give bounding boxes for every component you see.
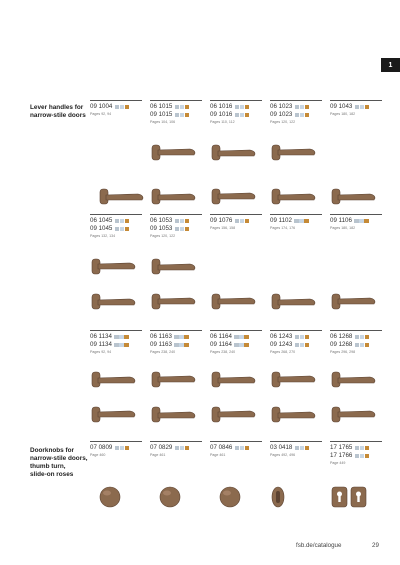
finish-swatch-lightblue — [300, 105, 304, 109]
catalogue-url: fsb.de/catalogue — [296, 542, 342, 549]
product-code: 09 1015 — [150, 111, 173, 119]
section-title-line: thumb turn, — [30, 463, 66, 470]
lever-handle-image — [330, 404, 378, 426]
page-reference: Pages 132, 134 — [90, 234, 116, 239]
finish-swatch-lightblue — [120, 219, 124, 223]
finish-swatch-silver — [295, 113, 299, 117]
finish-swatch-lightblue — [119, 335, 123, 339]
finish-swatch-silver — [234, 343, 238, 347]
finish-swatch-gold — [185, 105, 189, 109]
product-image — [90, 404, 138, 431]
lever-handle-image — [210, 186, 258, 208]
page-reference: Page 461 — [150, 453, 166, 458]
product-code: 07 0809 — [90, 444, 113, 451]
product-image — [98, 186, 146, 213]
lever-handle-image — [150, 404, 198, 426]
product-code: 06 1134 — [90, 333, 112, 340]
finish-swatch-gold — [125, 446, 129, 450]
product-code: 09 1106 — [330, 217, 352, 224]
finish-swatch-gold — [305, 446, 309, 450]
product-image — [270, 369, 318, 396]
finish-swatch-silver — [175, 219, 179, 223]
product-image — [330, 369, 378, 396]
finish-swatch-lightblue — [179, 335, 183, 339]
finish-swatch-gold — [245, 219, 249, 223]
product-image — [150, 142, 198, 169]
finish-swatch-gold — [305, 113, 309, 117]
finish-swatch-gold — [124, 343, 128, 347]
lever-handle-image — [90, 291, 138, 313]
product-entry — [150, 441, 202, 458]
lever-handle-image — [150, 186, 198, 208]
product-entry — [150, 330, 202, 355]
product-code-line — [330, 452, 382, 460]
finish-swatch-silver — [355, 335, 359, 339]
product-image — [150, 404, 198, 431]
finish-swatch-gold — [185, 227, 189, 231]
finish-swatch-gold — [365, 105, 369, 109]
product-code-line — [330, 103, 382, 111]
finish-swatch-gold — [364, 219, 368, 223]
product-code: 09 1053 — [150, 225, 173, 233]
finish-swatch-lightblue — [300, 446, 304, 450]
product-entry — [270, 100, 322, 125]
divider — [90, 441, 142, 442]
product-image — [210, 404, 258, 431]
product-code-line — [210, 444, 262, 452]
page-reference: Pages 238, 240 — [210, 350, 236, 355]
lever-handle-image — [90, 369, 138, 391]
divider — [330, 100, 382, 101]
product-code: 06 1243 — [270, 333, 293, 340]
page-reference: Pages 92, 94 — [90, 350, 112, 355]
product-code-line — [270, 111, 322, 119]
product-code: 09 1045 — [90, 225, 113, 233]
lever-handle-image — [330, 369, 378, 391]
finish-swatch-gold — [184, 343, 188, 347]
product-code-line — [90, 217, 142, 225]
finish-swatch-silver — [295, 335, 299, 339]
product-image — [150, 186, 198, 213]
product-image — [210, 369, 258, 396]
product-code: 06 1268 — [330, 333, 353, 340]
product-code-line — [90, 341, 142, 349]
product-code: 09 1043 — [330, 103, 353, 110]
finish-swatch-lightblue — [120, 105, 124, 109]
divider — [150, 330, 202, 331]
finish-swatch-lightblue — [360, 343, 364, 347]
product-code: 07 0829 — [150, 444, 173, 451]
product-code-line — [270, 444, 322, 452]
finish-swatch-silver — [235, 105, 239, 109]
product-entry — [330, 441, 382, 466]
finish-swatch-lightblue — [299, 219, 303, 223]
finish-swatch-gold — [244, 335, 248, 339]
finish-swatch-gold — [305, 335, 309, 339]
thumb-turn-image — [270, 485, 286, 509]
lever-handle-image — [210, 291, 258, 313]
page-reference: Pages 110, 112 — [210, 120, 235, 125]
product-image — [210, 186, 258, 213]
product-code: 06 1016 — [210, 103, 233, 110]
finish-swatch-lightblue — [300, 113, 304, 117]
finish-swatch-gold — [244, 343, 248, 347]
product-entry — [210, 214, 262, 231]
finish-swatch-lightblue — [239, 335, 243, 339]
finish-swatch-silver — [115, 446, 119, 450]
finish-swatch-silver — [235, 113, 239, 117]
page-reference: Pages 120, 122 — [150, 234, 176, 239]
finish-swatch-silver — [234, 335, 238, 339]
finish-swatch-lightblue — [240, 105, 244, 109]
divider — [210, 214, 262, 215]
lever-handle-image — [90, 256, 138, 278]
product-code-line — [90, 103, 142, 111]
product-code-line — [150, 217, 202, 225]
finish-swatch-gold — [245, 446, 249, 450]
product-code: 09 1268 — [330, 341, 353, 349]
product-code-line — [210, 103, 262, 111]
finish-swatch-lightblue — [180, 113, 184, 117]
product-image — [210, 291, 258, 318]
finish-swatch-gold — [185, 219, 189, 223]
finish-swatch-gold — [185, 113, 189, 117]
finish-swatch-gold — [124, 335, 128, 339]
product-code: 07 0846 — [210, 444, 233, 451]
product-image — [98, 485, 122, 514]
product-code: 09 1004 — [90, 103, 113, 110]
product-code: 06 1015 — [150, 103, 173, 110]
product-entry — [90, 441, 142, 458]
product-entry — [210, 330, 262, 355]
page-reference: Page 461 — [210, 453, 226, 458]
product-image — [330, 485, 368, 514]
product-code-line — [270, 333, 322, 341]
finish-swatch-gold — [125, 227, 129, 231]
finish-swatch-lightblue — [179, 343, 183, 347]
page-reference: Pages 268, 270 — [270, 350, 296, 355]
finish-swatch-gold — [305, 105, 309, 109]
finish-swatch-lightblue — [300, 335, 304, 339]
divider — [270, 100, 322, 101]
finish-swatch-silver — [354, 219, 358, 223]
lever-handle-image — [150, 142, 198, 164]
finish-swatch-silver — [355, 343, 359, 347]
section-title-line: Lever handles for — [30, 104, 84, 111]
finish-swatch-silver — [175, 113, 179, 117]
finish-swatch-silver — [355, 454, 359, 458]
finish-swatch-gold — [125, 219, 129, 223]
finish-swatch-silver — [235, 219, 239, 223]
finish-swatch-silver — [235, 446, 239, 450]
finish-swatch-lightblue — [120, 446, 124, 450]
product-image — [270, 485, 286, 514]
divider — [90, 214, 142, 215]
product-code-line — [330, 333, 382, 341]
finish-swatch-gold — [245, 113, 249, 117]
finish-swatch-gold — [365, 343, 369, 347]
product-code-line — [210, 341, 262, 349]
lever-handle-image — [330, 291, 378, 313]
product-image — [90, 256, 138, 283]
product-entry — [150, 100, 202, 125]
finish-swatch-gold — [184, 335, 188, 339]
product-code-line — [150, 444, 202, 452]
finish-swatch-lightblue — [360, 335, 364, 339]
lever-handle-image — [150, 256, 198, 278]
product-entry — [270, 330, 322, 355]
product-entry — [90, 330, 142, 355]
product-image — [90, 291, 138, 318]
section-title-lever-handles — [30, 104, 86, 120]
finish-swatch-silver — [175, 446, 179, 450]
lever-handle-image — [270, 291, 318, 313]
finish-swatch-lightblue — [239, 343, 243, 347]
page-reference: Pages 156, 158 — [210, 226, 236, 231]
product-entry — [90, 214, 142, 239]
product-code-line — [210, 111, 262, 119]
lever-handle-image — [150, 291, 198, 313]
finish-swatch-lightblue — [180, 227, 184, 231]
finish-swatch-gold — [304, 219, 308, 223]
product-code: 06 1053 — [150, 217, 173, 224]
page-reference: Page 449 — [330, 461, 346, 466]
product-code: 06 1163 — [150, 333, 172, 340]
page-reference: Pages 296, 298 — [330, 350, 356, 355]
door-knob-image — [218, 485, 242, 509]
product-code: 09 1076 — [210, 217, 233, 224]
product-image — [210, 142, 258, 169]
divider — [330, 214, 382, 215]
product-entry — [330, 100, 382, 117]
page-number: 29 — [372, 542, 379, 549]
product-code-line — [90, 444, 142, 452]
product-code: 06 1164 — [210, 333, 232, 340]
divider — [150, 441, 202, 442]
divider — [90, 100, 142, 101]
finish-swatch-lightblue — [180, 446, 184, 450]
product-entry — [90, 100, 142, 117]
slide-on-rose-image — [330, 485, 368, 509]
product-code-line — [150, 103, 202, 111]
lever-handle-image — [270, 369, 318, 391]
divider — [330, 330, 382, 331]
product-code-line — [150, 341, 202, 349]
finish-swatch-silver — [174, 335, 178, 339]
product-entry — [330, 330, 382, 355]
finish-swatch-lightblue — [240, 219, 244, 223]
product-code-line — [270, 341, 322, 349]
finish-swatch-gold — [365, 446, 369, 450]
product-image — [150, 291, 198, 318]
product-code-line — [330, 217, 382, 225]
divider — [210, 441, 262, 442]
product-code: 09 1134 — [90, 341, 112, 349]
product-code-line — [150, 333, 202, 341]
finish-swatch-silver — [295, 105, 299, 109]
page-reference: Pages 174, 176 — [270, 226, 296, 231]
finish-swatch-gold — [185, 446, 189, 450]
product-entry — [210, 100, 262, 125]
finish-swatch-lightblue — [359, 219, 363, 223]
product-image — [330, 404, 378, 431]
product-code: 03 0418 — [270, 444, 293, 451]
page-reference: Pages 104, 106 — [150, 120, 176, 125]
page-reference: Pages 492, 496 — [270, 453, 296, 458]
page-reference: Pages 238, 240 — [150, 350, 176, 355]
finish-swatch-silver — [114, 343, 118, 347]
finish-swatch-silver — [115, 227, 119, 231]
finish-swatch-silver — [355, 446, 359, 450]
product-image — [270, 404, 318, 431]
finish-swatch-silver — [355, 105, 359, 109]
product-image — [218, 485, 242, 514]
section-title-line: narrow-stile doors — [30, 112, 86, 119]
product-code: 09 1243 — [270, 341, 293, 349]
finish-swatch-gold — [365, 335, 369, 339]
product-code: 09 1023 — [270, 111, 293, 119]
product-image — [330, 291, 378, 318]
product-image — [150, 256, 198, 283]
lever-handle-image — [330, 186, 378, 208]
finish-swatch-gold — [305, 343, 309, 347]
lever-handle-image — [270, 142, 318, 164]
finish-swatch-lightblue — [180, 219, 184, 223]
product-entry — [270, 441, 322, 458]
finish-swatch-gold — [365, 454, 369, 458]
page-reference: Pages 180, 182 — [330, 226, 356, 231]
section-title-doorknobs — [30, 447, 88, 479]
lever-handle-image — [270, 186, 318, 208]
finish-swatch-lightblue — [240, 113, 244, 117]
finish-swatch-silver — [175, 105, 179, 109]
product-code-line — [330, 444, 382, 452]
finish-swatch-silver — [294, 219, 298, 223]
product-image — [270, 186, 318, 213]
finish-swatch-silver — [115, 105, 119, 109]
finish-swatch-silver — [295, 343, 299, 347]
product-image — [330, 186, 378, 213]
door-knob-image — [158, 485, 182, 509]
finish-swatch-silver — [175, 227, 179, 231]
product-entry — [330, 214, 382, 231]
finish-swatch-lightblue — [119, 343, 123, 347]
product-code-line — [330, 341, 382, 349]
section-title-line: Doorknobs for — [30, 447, 75, 454]
divider — [210, 330, 262, 331]
door-knob-image — [98, 485, 122, 509]
finish-swatch-silver — [115, 219, 119, 223]
divider — [270, 441, 322, 442]
finish-swatch-lightblue — [300, 343, 304, 347]
product-code: 17 1765 — [330, 444, 353, 451]
lever-handle-image — [98, 186, 146, 208]
product-image — [150, 369, 198, 396]
product-code: 17 1766 — [330, 452, 353, 460]
product-image — [90, 369, 138, 396]
divider — [330, 441, 382, 442]
product-code: 06 1045 — [90, 217, 113, 224]
lever-handle-image — [150, 369, 198, 391]
section-title-line: narrow-stile doors, — [30, 455, 88, 462]
product-code-line — [270, 103, 322, 111]
finish-swatch-lightblue — [360, 454, 364, 458]
finish-swatch-silver — [114, 335, 118, 339]
page-reference: Pages 120, 122 — [270, 120, 296, 125]
chapter-tab: 1 — [381, 58, 400, 72]
product-code: 06 1023 — [270, 103, 293, 110]
page-reference: Page 460 — [90, 453, 106, 458]
product-code-line — [90, 333, 142, 341]
product-image — [270, 142, 318, 169]
divider — [90, 330, 142, 331]
product-code-line — [270, 217, 322, 225]
finish-swatch-gold — [125, 105, 129, 109]
product-code: 09 1164 — [210, 341, 232, 349]
divider — [270, 330, 322, 331]
finish-swatch-lightblue — [240, 446, 244, 450]
product-image — [158, 485, 182, 514]
finish-swatch-silver — [295, 446, 299, 450]
product-code: 09 1102 — [270, 217, 292, 224]
finish-swatch-lightblue — [360, 105, 364, 109]
lever-handle-image — [270, 404, 318, 426]
product-image — [270, 291, 318, 318]
product-entry — [150, 214, 202, 239]
finish-swatch-silver — [174, 343, 178, 347]
divider — [150, 100, 202, 101]
product-code: 09 1016 — [210, 111, 233, 119]
product-code-line — [90, 225, 142, 233]
divider — [270, 214, 322, 215]
product-code-line — [150, 225, 202, 233]
product-code: 09 1163 — [150, 341, 172, 349]
product-code-line — [150, 111, 202, 119]
finish-swatch-lightblue — [180, 105, 184, 109]
page-reference: Pages 180, 182 — [330, 112, 356, 117]
finish-swatch-lightblue — [120, 227, 124, 231]
product-entry — [210, 441, 262, 458]
lever-handle-image — [210, 369, 258, 391]
product-code-line — [210, 333, 262, 341]
product-code-line — [210, 217, 262, 225]
divider — [210, 100, 262, 101]
finish-swatch-gold — [245, 105, 249, 109]
section-title-line: slide-on roses — [30, 471, 74, 478]
lever-handle-image — [210, 142, 258, 164]
lever-handle-image — [210, 404, 258, 426]
product-entry — [270, 214, 322, 231]
lever-handle-image — [90, 404, 138, 426]
divider — [150, 214, 202, 215]
page-reference: Pages 92, 94 — [90, 112, 112, 117]
finish-swatch-lightblue — [360, 446, 364, 450]
